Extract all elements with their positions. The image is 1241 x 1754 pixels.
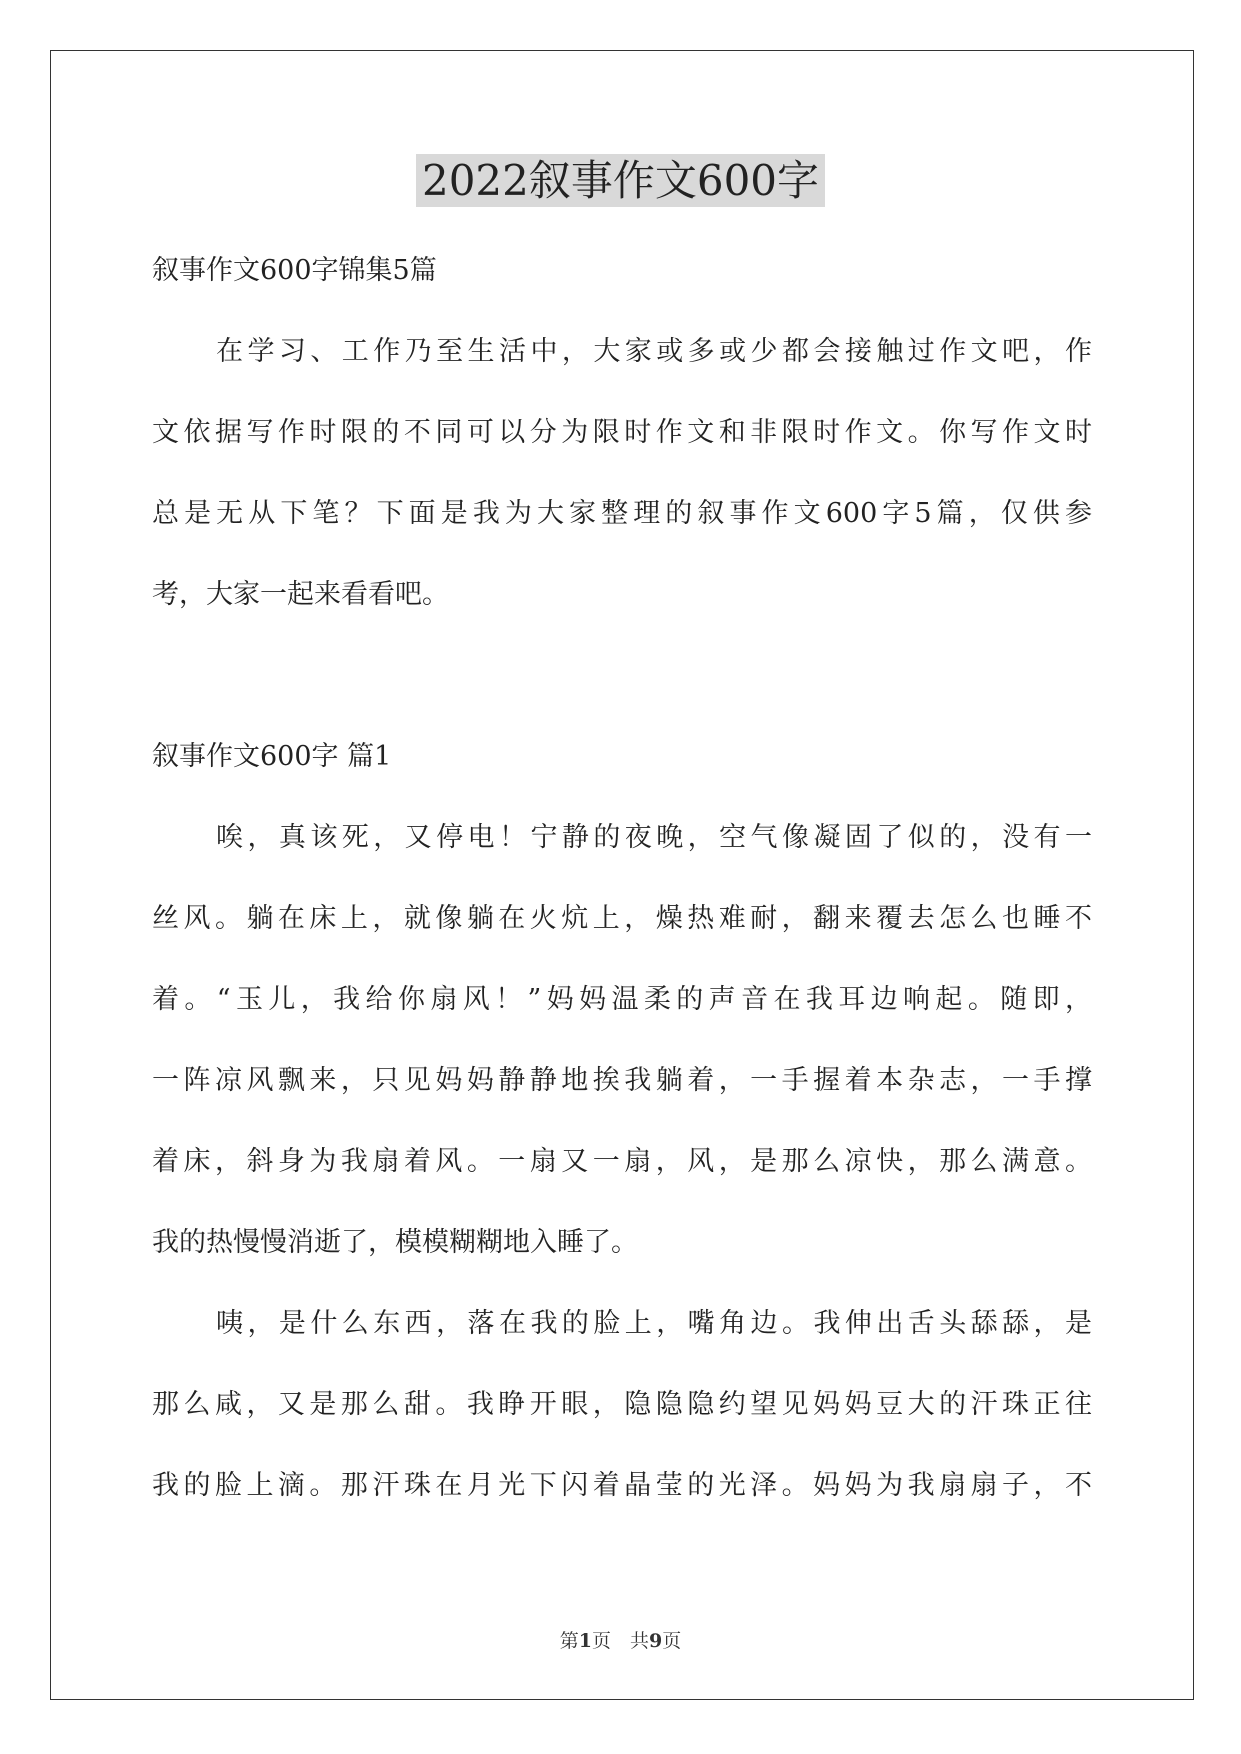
total-page-number: 9: [649, 1630, 663, 1652]
footer-middle: 页 共: [591, 1630, 649, 1652]
document-title-text: 2022叙事作文600字: [416, 154, 825, 207]
section-heading: 叙事作文600字 篇1: [152, 741, 392, 772]
intro-line: 在学习、工作乃至生活中，大家或多或少都会接触过作文吧，作: [216, 336, 1092, 367]
footer-prefix: 第: [559, 1630, 579, 1652]
current-page-number: 1: [578, 1630, 592, 1652]
footer-suffix: 页: [662, 1630, 682, 1652]
intro-line: 总是无从下笔？下面是我为大家整理的叙事作文600字5篇，仅供参: [152, 498, 1092, 529]
paragraph-line: 着床，斜身为我扇着风。一扇又一扇，风，是那么凉快，那么满意。: [152, 1146, 1092, 1177]
story-paragraph-1: [152, 797, 1092, 1283]
paragraph-line: 那么咸，又是那么甜。我睁开眼，隐隐隐约望见妈妈豆大的汗珠正往: [152, 1389, 1092, 1420]
paragraph-line: 咦，是什么东西，落在我的脸上，嘴角边。我伸出舌头舔舔，是: [216, 1308, 1092, 1339]
page-footer: [0, 1626, 1241, 1653]
paragraph-line: 我的热慢慢消逝了，模模糊糊地入睡了。: [152, 1227, 638, 1258]
paragraph-line: 一阵凉风飘来，只见妈妈静静地挨我躺着，一手握着本杂志，一手撑: [152, 1065, 1092, 1096]
story-paragraph-2: [152, 1283, 1092, 1526]
blank-line: [152, 635, 1092, 716]
paragraph-line: 我的脸上滴。那汗珠在月光下闪着晶莹的光泽。妈妈为我扇扇子，不: [152, 1470, 1092, 1501]
paragraph-line: 丝风。躺在床上，就像躺在火炕上，燥热难耐，翻来覆去怎么也睡不: [152, 903, 1092, 934]
document-body: [152, 230, 1092, 1526]
intro-line: 文依据写作时限的不同可以分为限时作文和非限时作文。你写作文时: [152, 417, 1092, 448]
paragraph-line: 唉，真该死，又停电！宁静的夜晚，空气像凝固了似的，没有一: [216, 822, 1092, 853]
document-subtitle: 叙事作文600字锦集5篇: [152, 255, 437, 286]
intro-line: 考，大家一起来看看吧。: [152, 579, 449, 610]
document-title: [0, 150, 1241, 212]
intro-paragraph: [152, 311, 1092, 635]
paragraph-line: 着。“玉儿，我给你扇风！”妈妈温柔的声音在我耳边响起。随即，: [152, 984, 1092, 1015]
